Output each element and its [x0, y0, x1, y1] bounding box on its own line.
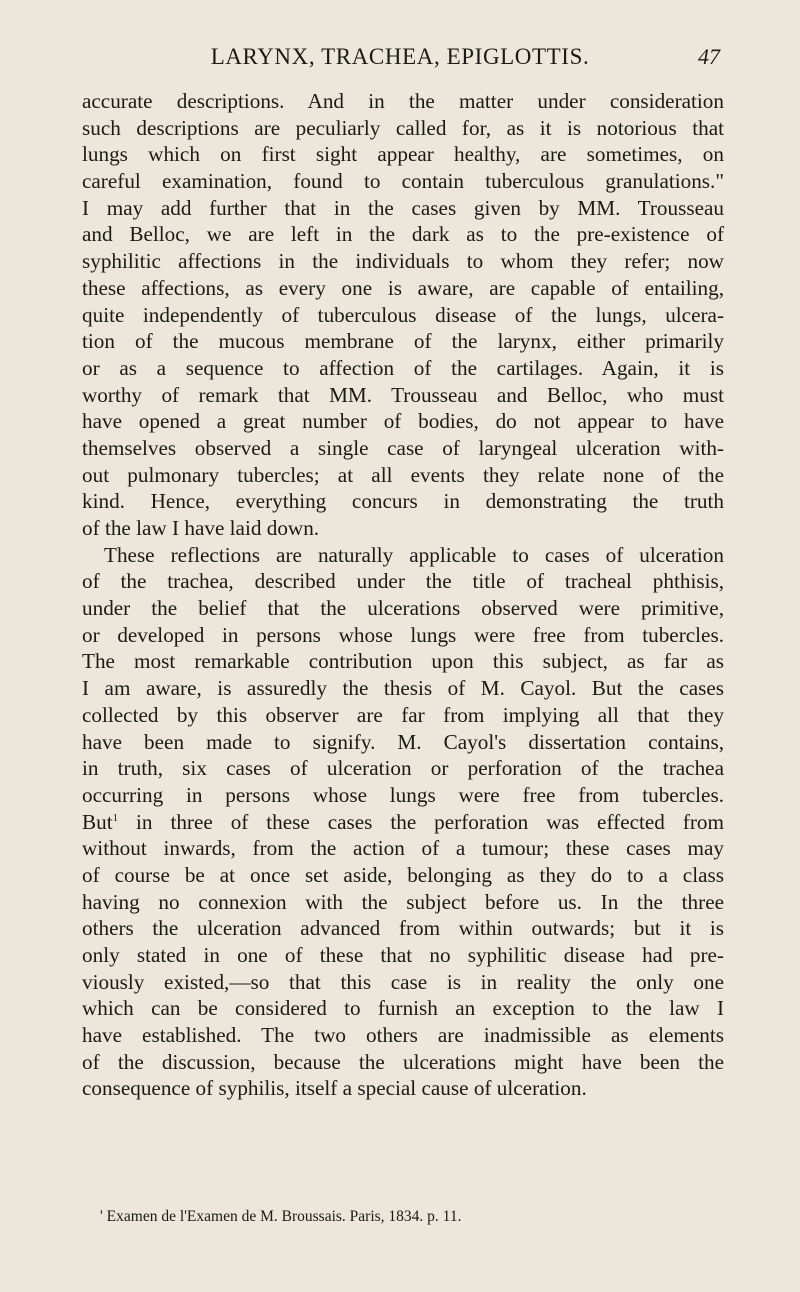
text-line: only stated in one of these that no syphilitic disease had pre-	[82, 943, 724, 967]
text-line: in truth, six cases of ulceration or perforation of the trachea	[82, 756, 724, 781]
footnote	[100, 1207, 740, 1227]
text-line: and Belloc, we are left in the dark as to the pre-existence of	[82, 222, 724, 247]
page-number: 47	[698, 44, 720, 69]
text-line: occurring in persons whose lungs were free from tubercles.	[82, 782, 724, 807]
line-start: But	[82, 809, 113, 834]
running-title: LARYNX, TRACHEA, EPIGLOTTIS.	[210, 44, 590, 69]
text-line: have been made to signify. M. Cayol's dissertation contains,	[82, 729, 724, 754]
text-line: careful examination, found to contain tuberculous granulations."	[82, 169, 724, 194]
footnote-reference: 1	[112, 811, 119, 824]
body-text	[82, 88, 724, 1102]
text-line: The most remarkable contribution upon this subject, as far as	[82, 649, 724, 674]
text-line: these affections, as every one is aware, are capable of entailing,	[82, 275, 724, 300]
text-line: or as a sequence to affection of the cartilages. Again, it is	[82, 355, 724, 380]
text-line: tion of the mucous membrane of the larynx, either primarily	[82, 329, 724, 354]
text-line: of the trachea, described under the title of tracheal phthisis,	[82, 569, 724, 594]
text-line: kind. Hence, everything concurs in demonstrating the truth	[82, 489, 724, 514]
footnote-marker: '	[100, 1208, 103, 1225]
text-line: collected by this observer are far from implying all that they	[82, 702, 724, 727]
text-line: consequence of syphilis, itself a special cause of ulceration.	[82, 1076, 587, 1101]
text-line: have opened a great number of bodies, do not appear to have	[82, 409, 724, 434]
text-line: These reflections are naturally applicable to cases of ulceration	[104, 542, 724, 567]
text-line: syphilitic affections in the individuals to whom they refer; now	[82, 249, 724, 274]
text-line: worthy of remark that MM. Trousseau and Belloc, who must	[82, 382, 724, 407]
text-line: under the belief that the ulcerations observed were primitive,	[82, 596, 724, 621]
text-line: themselves observed a single case of laryngeal ulceration with-	[82, 435, 724, 460]
text-line: which can be considered to furnish an exception to the law I	[82, 996, 724, 1021]
text-line: of the discussion, because the ulcerations might have been the	[82, 1049, 724, 1074]
text-line: viously existed,—so that this case is in reality the only one	[82, 969, 724, 994]
text-line: without inwards, from the action of a tumour; these cases may	[82, 836, 724, 861]
text-line: I may add further that in the cases given by MM. Trousseau	[82, 195, 724, 220]
text-line: out pulmonary tubercles; at all events they relate none of the	[82, 462, 724, 487]
text-line: others the ulceration advanced from within outwards; but it is	[82, 916, 724, 941]
text-line: having no connexion with the subject before us. In the three	[82, 889, 724, 914]
footnote-text: Examen de l'Examen de M. Broussais. Paris, 1834. p. 11.	[106, 1208, 462, 1225]
text-line: or developed in persons whose lungs were free from tubercles.	[82, 622, 724, 647]
text-line: of course be at once set aside, belonging as they do to a class	[82, 862, 724, 887]
text-line: have established. The two others are inadmissible as elements	[82, 1023, 724, 1048]
text-line-with-footnote-ref	[82, 809, 724, 836]
page-header	[0, 40, 800, 74]
text-line: of the law I have laid down.	[82, 516, 320, 540]
text-line: lungs which on first sight appear healthy, are sometimes, on	[82, 142, 724, 167]
text-line: accurate descriptions. And in the matter under consideration	[82, 89, 724, 113]
line-rest: in three of these cases the perforation was effected from	[118, 809, 724, 834]
text-line: I am aware, is assuredly the thesis of M. Cayol. But the cases	[82, 676, 724, 701]
text-line: such descriptions are peculiarly called for, as it is notorious that	[82, 115, 724, 140]
text-line: quite independently of tuberculous disease of the lungs, ulcera-	[82, 302, 724, 327]
